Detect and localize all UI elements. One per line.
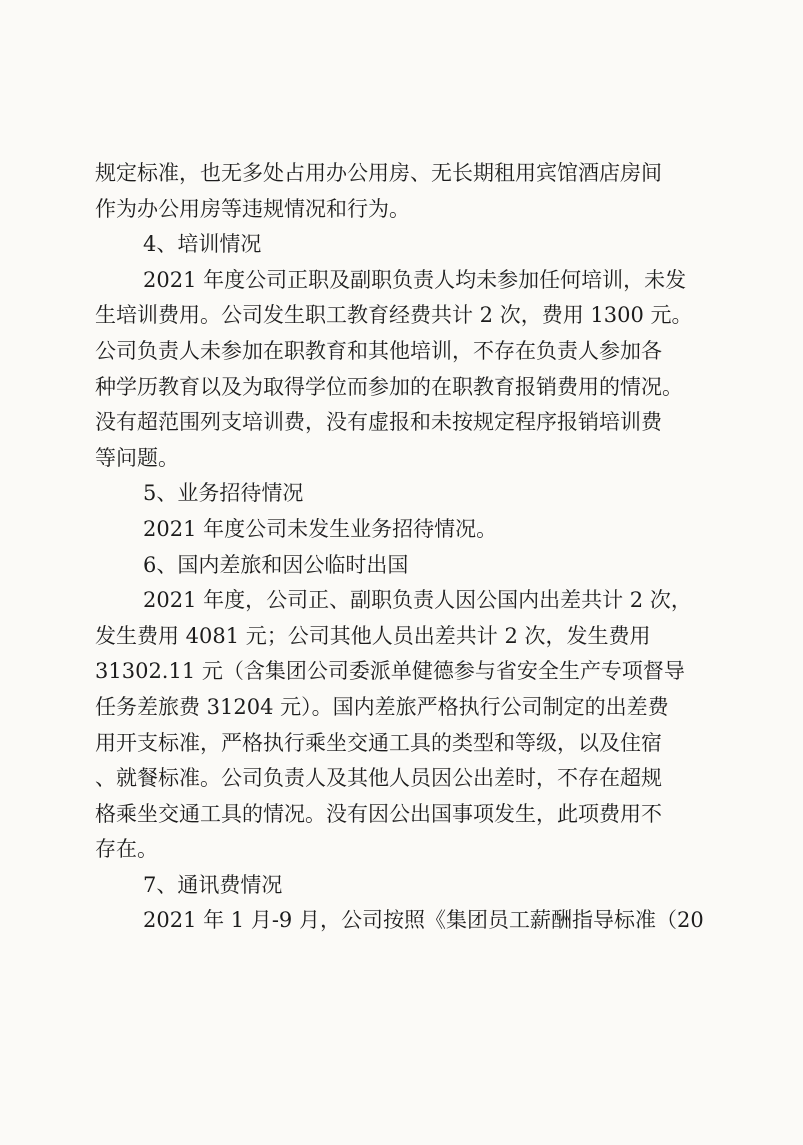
text-line: 生培训费用。公司发生职工教育经费共计 2 次，费用 1300 元。 — [95, 303, 693, 328]
text-line: 2021 年度公司未发生业务招待情况。 — [143, 516, 498, 541]
text-line: 2021 年度公司正职及副职负责人均未参加任何培训，未发 — [143, 267, 687, 292]
document-body — [95, 156, 715, 939]
text-line: 公司负责人未参加在职教育和其他培训，不存在负责人参加各 — [95, 338, 662, 363]
text-line: 种学历教育以及为取得学位而参加的在职教育报销费用的情况。 — [95, 374, 683, 399]
section-heading-hospitality: 5、业务招待情况 — [143, 481, 304, 506]
text-line: 任务差旅费 31204 元）。国内差旅严格执行公司制定的出差费 — [95, 694, 669, 719]
text-line: 作为办公用房等违规情况和行为。 — [95, 196, 410, 221]
text-line: 、就餐标准。公司负责人及其他人员因公出差时，不存在超规 — [95, 766, 662, 791]
section-heading-communication: 7、通讯费情况 — [143, 872, 283, 897]
text-line: 用开支标准，严格执行乘坐交通工具的类型和等级，以及住宿 — [95, 730, 662, 755]
text-line: 等问题。 — [95, 445, 179, 470]
text-line: 存在。 — [95, 837, 158, 862]
text-line: 2021 年度，公司正、副职负责人因公国内出差共计 2 次， — [143, 588, 692, 613]
text-line: 规定标准，也无多处占用办公用房、无长期租用宾馆酒店房间 — [95, 161, 662, 185]
text-line: 格乘坐交通工具的情况。没有因公出国事项发生，此项费用不 — [95, 801, 662, 826]
text-line: 2021 年 1 月-9 月，公司按照《集团员工薪酬指导标准（20 — [143, 908, 704, 933]
text-line: 31302.11 元（含集团公司委派单健德参与省安全生产专项督导 — [95, 659, 685, 684]
text-line: 发生费用 4081 元；公司其他人员出差共计 2 次，发生费用 — [95, 623, 651, 648]
section-heading-travel: 6、国内差旅和因公临时出国 — [143, 552, 409, 577]
text-line: 没有超范围列支培训费，没有虚报和未按规定程序报销培训费 — [95, 410, 662, 435]
section-heading-training: 4、培训情况 — [143, 232, 262, 257]
